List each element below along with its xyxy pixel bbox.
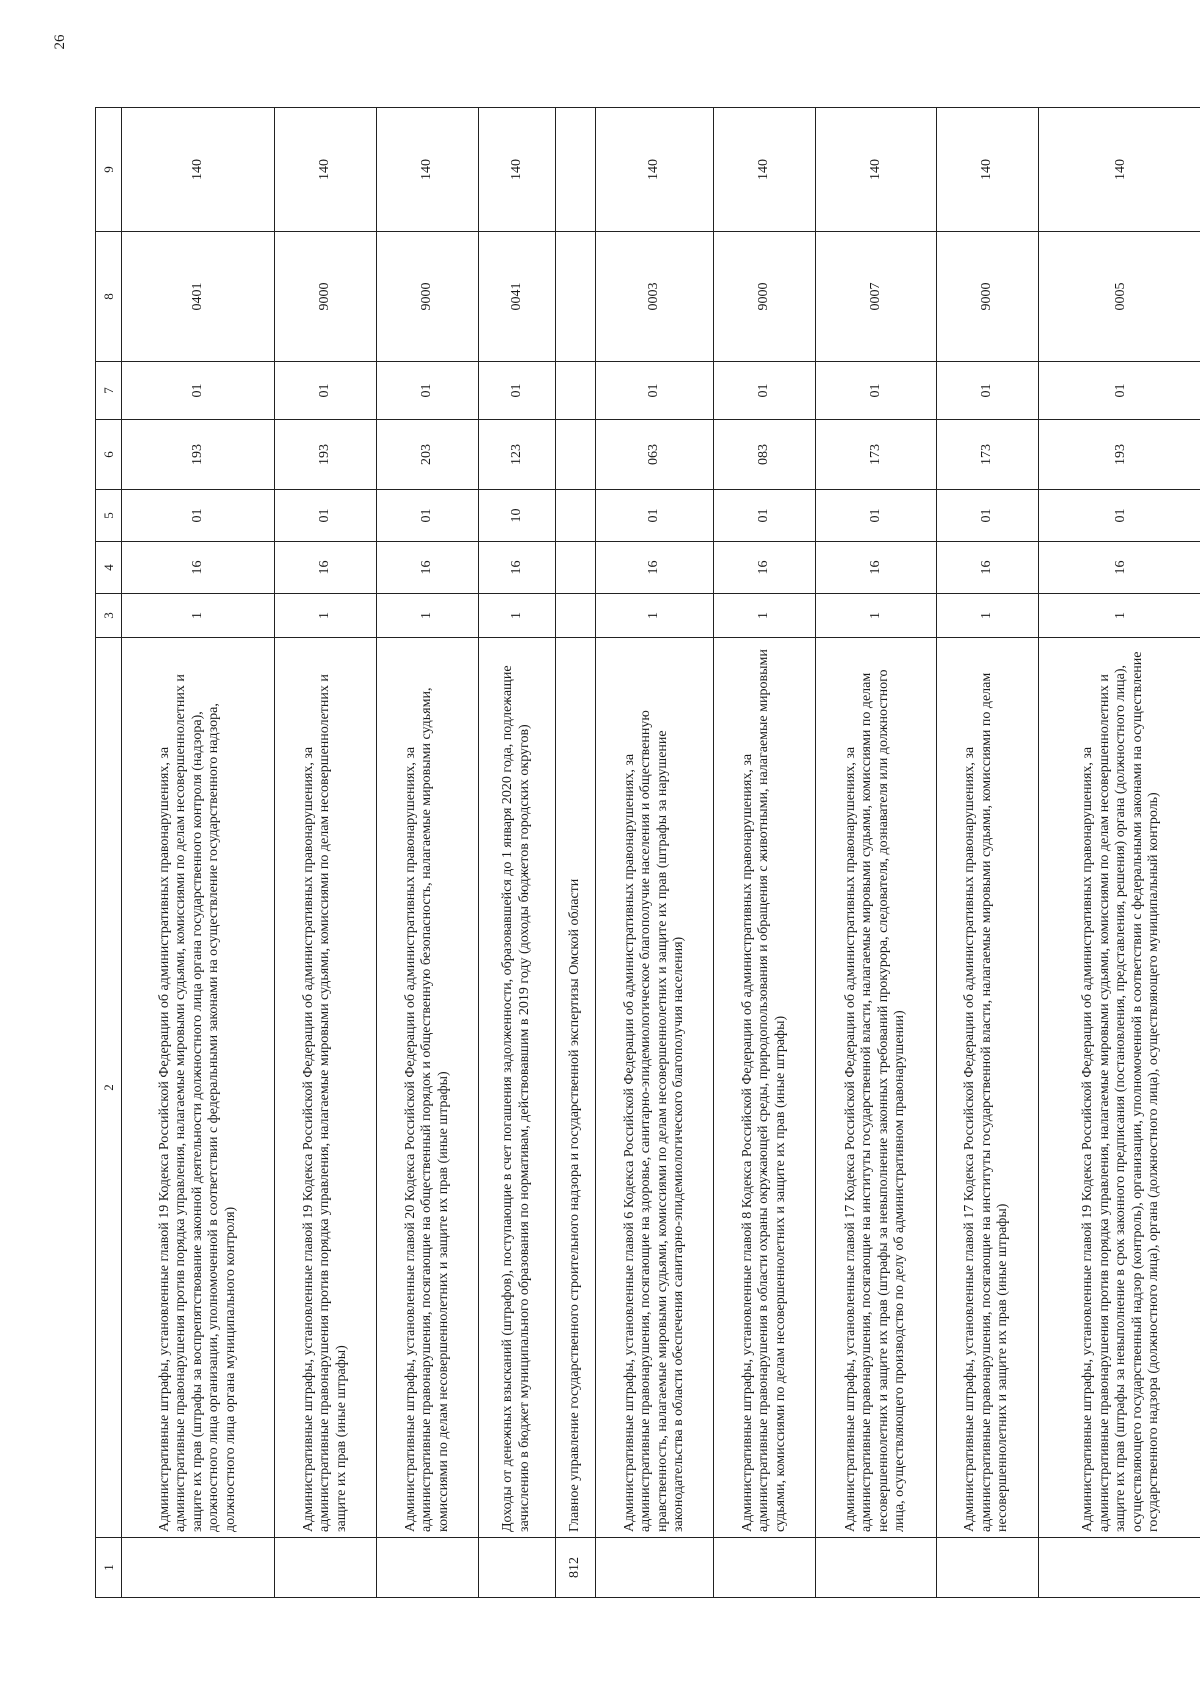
header-cell-9: 9 bbox=[96, 108, 122, 232]
row-code-col-8 bbox=[555, 232, 595, 362]
row-description: Доходы от денежных взысканий (штрафов), поступающие в счет погашения задолженности, образовавшейся до 1 января 2020 года, подлежащие зачислению в бюджет муниципального образования по нормативам, действовавшим в 2019 году (доходы бюджетов городских округов) bbox=[479, 638, 556, 1538]
row-code-col-7: 01 bbox=[714, 362, 816, 420]
row-code-col-8: 9000 bbox=[936, 232, 1038, 362]
row-code-col-4: 16 bbox=[714, 542, 816, 594]
row-code-col-6: 193 bbox=[274, 420, 376, 490]
row-description: Административные штрафы, установленные главой 17 Кодекса Российской Федерации об административных правонарушениях, за административные правонарушения, посягающие на институты государственной власти, налагаемые мировыми судьями, комиссиями по делам несовершеннолетних и защите их прав (иные штрафы) bbox=[936, 638, 1038, 1538]
row-code-col-7: 01 bbox=[376, 362, 478, 420]
table-row bbox=[274, 108, 376, 1598]
header-cell-5: 5 bbox=[96, 490, 122, 542]
row-code-col-8: 0007 bbox=[816, 232, 936, 362]
row-code-col-5: 01 bbox=[714, 490, 816, 542]
header-cell-6: 6 bbox=[96, 420, 122, 490]
row-code-col-8: 9000 bbox=[376, 232, 478, 362]
row-code-col-1 bbox=[122, 1538, 275, 1598]
row-code-col-5 bbox=[555, 490, 595, 542]
row-description: Административные штрафы, установленные главой 6 Кодекса Российской Федерации об административных правонарушениях, за административные правонарушения, посягающие на здоровье, санитарно-эпидемиологическое благополучие населения и общественную нравственность, налагаемые мировыми судьями, комиссиями по делам несовершеннолетних и защите их прав (штрафы за нарушение законодательства в области обеспечения санитарно-эпидемиологического благополучия населения) bbox=[595, 638, 713, 1538]
row-code-col-6: 123 bbox=[479, 420, 556, 490]
table-body bbox=[96, 108, 1200, 1598]
row-code-col-1 bbox=[479, 1538, 556, 1598]
row-code-col-4: 16 bbox=[595, 542, 713, 594]
row-description: Административные штрафы, установленные главой 20 Кодекса Российской Федерации об административных правонарушениях, за административные правонарушения, посягающие на общественный порядок и общественную безопасность, налагаемые мировыми судьями, комиссиями по делам несовершеннолетних и защите их прав (иные штрафы) bbox=[376, 638, 478, 1538]
row-description: Административные штрафы, установленные главой 17 Кодекса Российской Федерации об административных правонарушениях, за административные правонарушения, посягающие на институты государственной власти, налагаемые мировыми судьями, комиссиями по делам несовершеннолетних и защите их прав (штрафы за невыполнение законных требований прокурора, следователя, дознавателя или должностного лица, осуществляющего производство по делу об административном правонарушении) bbox=[816, 638, 936, 1538]
row-code-col-4: 16 bbox=[816, 542, 936, 594]
row-code-col-1 bbox=[936, 1538, 1038, 1598]
row-code-col-7: 01 bbox=[274, 362, 376, 420]
header-row bbox=[96, 108, 122, 1598]
row-code-col-9: 140 bbox=[376, 108, 478, 232]
row-code-col-6: 173 bbox=[816, 420, 936, 490]
row-code-col-4: 16 bbox=[479, 542, 556, 594]
row-code-col-5: 01 bbox=[936, 490, 1038, 542]
row-code-col-1: 812 bbox=[555, 1538, 595, 1598]
row-code-col-9: 140 bbox=[479, 108, 556, 232]
row-code-col-6: 193 bbox=[1038, 420, 1200, 490]
row-code-col-9: 140 bbox=[936, 108, 1038, 232]
row-code-col-1 bbox=[714, 1538, 816, 1598]
row-code-col-1 bbox=[595, 1538, 713, 1598]
row-code-col-9: 140 bbox=[1038, 108, 1200, 232]
row-code-col-7: 01 bbox=[479, 362, 556, 420]
row-code-col-9 bbox=[555, 108, 595, 232]
header-cell-2: 2 bbox=[96, 638, 122, 1538]
row-code-col-8: 0005 bbox=[1038, 232, 1200, 362]
row-code-col-1 bbox=[274, 1538, 376, 1598]
row-code-col-6: 063 bbox=[595, 420, 713, 490]
row-code-col-3: 1 bbox=[595, 594, 713, 638]
row-code-col-5: 01 bbox=[816, 490, 936, 542]
row-code-col-4: 16 bbox=[1038, 542, 1200, 594]
row-code-col-7: 01 bbox=[936, 362, 1038, 420]
row-code-col-7 bbox=[555, 362, 595, 420]
row-code-col-7: 01 bbox=[122, 362, 275, 420]
row-code-col-1 bbox=[376, 1538, 478, 1598]
row-description: Главное управление государственного строительного надзора и государственной экспертизы Омской области bbox=[555, 638, 595, 1538]
row-code-col-6: 173 bbox=[936, 420, 1038, 490]
row-code-col-6: 203 bbox=[376, 420, 478, 490]
row-code-col-9: 140 bbox=[816, 108, 936, 232]
row-description: Административные штрафы, установленные главой 19 Кодекса Российской Федерации об административных правонарушениях, за административные правонарушения против порядка управления, налагаемые мировыми судьями, комиссиями по делам несовершеннолетних и защите их прав (штрафы за воспрепятствование законной деятельности должностного лица органа государственного контроля (надзора), должностного лица организации, уполномоченной в соответствии с федеральными законами на осуществление государственного надзора, должностного лица органа муниципального контроля) bbox=[122, 638, 275, 1538]
table-row bbox=[595, 108, 713, 1598]
header-cell-1: 1 bbox=[96, 1538, 122, 1598]
budget-classification-table bbox=[95, 107, 1200, 1598]
table-row bbox=[376, 108, 478, 1598]
row-code-col-7: 01 bbox=[816, 362, 936, 420]
table-row bbox=[1038, 108, 1200, 1598]
row-code-col-5: 01 bbox=[122, 490, 275, 542]
row-code-col-1 bbox=[1038, 1538, 1200, 1598]
table-row bbox=[479, 108, 556, 1598]
row-code-col-5: 10 bbox=[479, 490, 556, 542]
row-description: Административные штрафы, установленные главой 19 Кодекса Российской Федерации об административных правонарушениях, за административные правонарушения против порядка управления, налагаемые мировыми судьями, комиссиями по делам несовершеннолетних и защите их прав (штрафы за невыполнение в срок законного предписания (постановления, представления, решения) органа (должностного лица), осуществляющего государственный надзор (контроль), организации, уполномоченной в соответствии с федеральными законами на осуществление государственного надзора (должностного лица), органа (должностного лица), осуществляющего муниципальный контроль) bbox=[1038, 638, 1200, 1538]
table-row bbox=[936, 108, 1038, 1598]
row-code-col-3: 1 bbox=[122, 594, 275, 638]
row-code-col-3: 1 bbox=[479, 594, 556, 638]
row-code-col-9: 140 bbox=[122, 108, 275, 232]
row-code-col-4 bbox=[555, 542, 595, 594]
row-code-col-4: 16 bbox=[936, 542, 1038, 594]
row-code-col-1 bbox=[816, 1538, 936, 1598]
row-code-col-3: 1 bbox=[1038, 594, 1200, 638]
table-row bbox=[714, 108, 816, 1598]
row-description: Административные штрафы, установленные главой 19 Кодекса Российской Федерации об административных правонарушениях, за административные правонарушения против порядка управления, налагаемые мировыми судьями, комиссиями по делам несовершеннолетних и защите их прав (иные штрафы) bbox=[274, 638, 376, 1538]
row-code-col-9: 140 bbox=[714, 108, 816, 232]
row-code-col-5: 01 bbox=[595, 490, 713, 542]
row-code-col-5: 01 bbox=[274, 490, 376, 542]
row-description: Административные штрафы, установленные главой 8 Кодекса Российской Федерации об административных правонарушениях, за административные правонарушения в области охраны окружающей среды, природопользования и обращения с животными, налагаемые мировыми судьями, комиссиями по делам несовершеннолетних и защите их прав (иные штрафы) bbox=[714, 638, 816, 1538]
row-code-col-8: 9000 bbox=[714, 232, 816, 362]
row-code-col-3: 1 bbox=[274, 594, 376, 638]
row-code-col-4: 16 bbox=[274, 542, 376, 594]
table-row bbox=[816, 108, 936, 1598]
row-code-col-6: 193 bbox=[122, 420, 275, 490]
table-row bbox=[122, 108, 275, 1598]
header-cell-7: 7 bbox=[96, 362, 122, 420]
row-code-col-8: 9000 bbox=[274, 232, 376, 362]
row-code-col-4: 16 bbox=[122, 542, 275, 594]
header-cell-3: 3 bbox=[96, 594, 122, 638]
row-code-col-5: 01 bbox=[376, 490, 478, 542]
row-code-col-9: 140 bbox=[274, 108, 376, 232]
row-code-col-5: 01 bbox=[1038, 490, 1200, 542]
row-code-col-8: 0003 bbox=[595, 232, 713, 362]
page-number: 26 bbox=[52, 34, 68, 50]
row-code-col-3 bbox=[555, 594, 595, 638]
table-row bbox=[555, 108, 595, 1598]
row-code-col-3: 1 bbox=[376, 594, 478, 638]
row-code-col-9: 140 bbox=[595, 108, 713, 232]
row-code-col-3: 1 bbox=[714, 594, 816, 638]
row-code-col-8: 0401 bbox=[122, 232, 275, 362]
row-code-col-3: 1 bbox=[936, 594, 1038, 638]
row-code-col-7: 01 bbox=[595, 362, 713, 420]
header-cell-8: 8 bbox=[96, 232, 122, 362]
row-code-col-3: 1 bbox=[816, 594, 936, 638]
header-cell-4: 4 bbox=[96, 542, 122, 594]
row-code-col-4: 16 bbox=[376, 542, 478, 594]
rotated-table-wrapper bbox=[95, 108, 1200, 1598]
row-code-col-8: 0041 bbox=[479, 232, 556, 362]
row-code-col-7: 01 bbox=[1038, 362, 1200, 420]
row-code-col-6: 083 bbox=[714, 420, 816, 490]
row-code-col-6 bbox=[555, 420, 595, 490]
